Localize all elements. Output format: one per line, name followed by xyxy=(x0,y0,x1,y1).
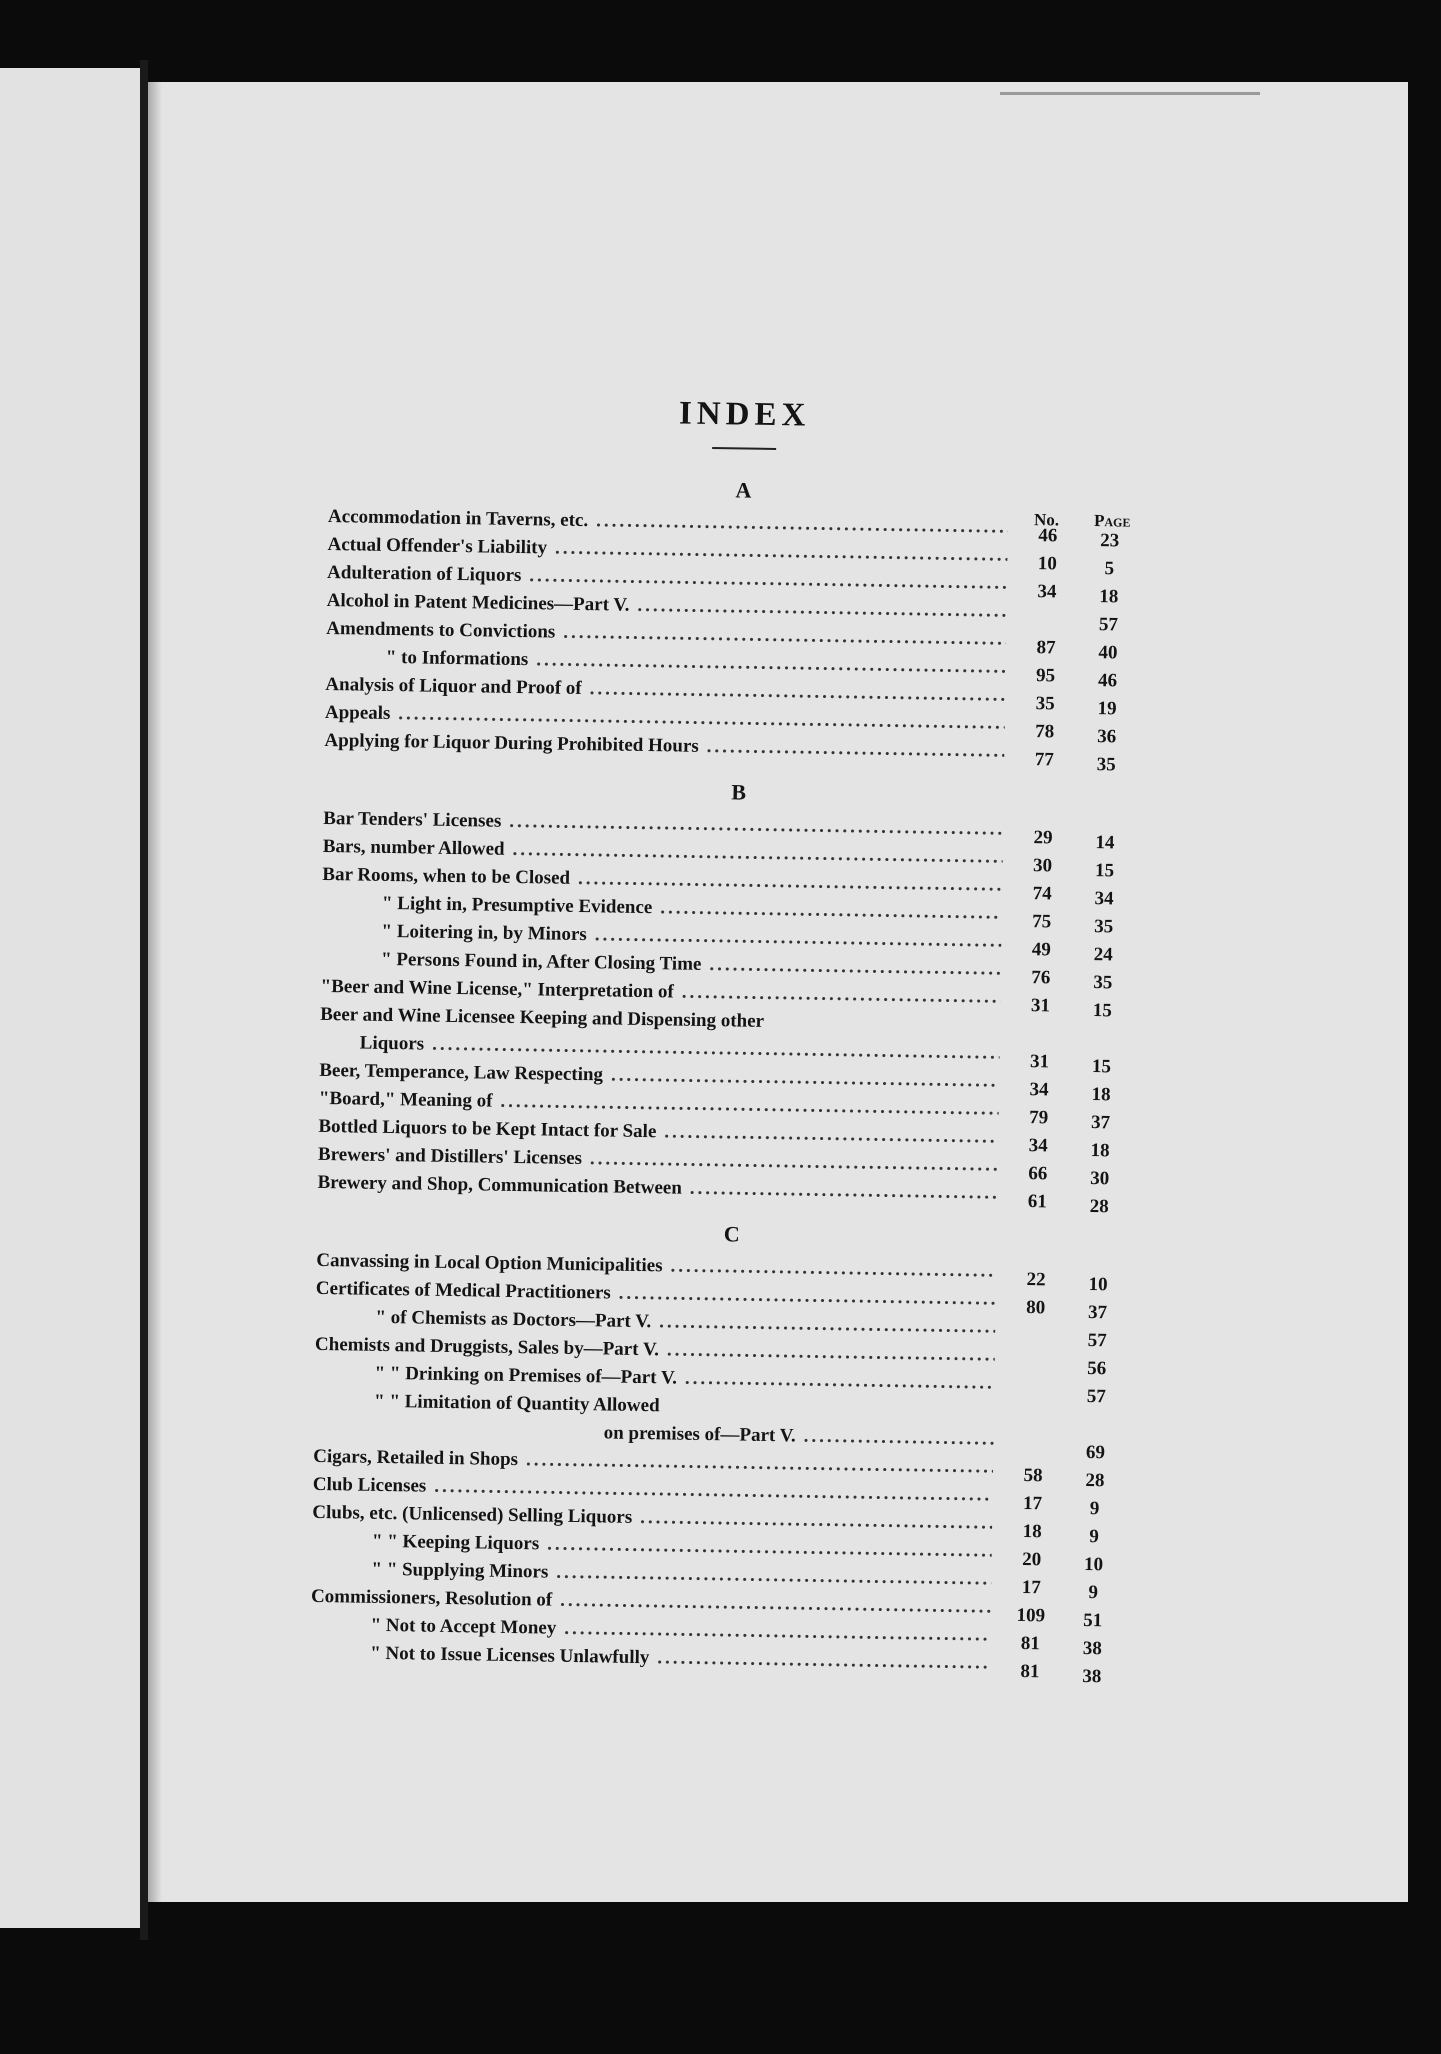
entry-number: 95 xyxy=(1035,665,1056,687)
entry-page: 46 xyxy=(1097,670,1118,692)
entry-number xyxy=(1015,1350,1055,1351)
index-entry-text: Certificates of Medical Practitioners xyxy=(315,1277,611,1304)
entry-number: 78 xyxy=(1035,721,1055,743)
column-header-no: No. xyxy=(1033,510,1060,530)
entry-number xyxy=(1014,1434,1054,1435)
title-divider xyxy=(712,447,776,450)
entry-page: 69 xyxy=(1085,1442,1106,1464)
entry-page: 5 xyxy=(1104,558,1115,580)
entry-number xyxy=(1020,1020,1060,1021)
entry-page: 57 xyxy=(1087,1330,1107,1352)
entry-number: 87 xyxy=(1036,637,1056,659)
entry-page: 18 xyxy=(1090,1140,1110,1162)
entry-page: 18 xyxy=(1091,1084,1111,1106)
page-top-edge xyxy=(1000,92,1260,95)
entry-number: 74 xyxy=(1032,883,1052,905)
index-entry-text: Bottled Liquors to be Kept Intact for Sale xyxy=(318,1115,657,1143)
index-entry-text: " " Keeping Liquors xyxy=(371,1530,540,1555)
entry-page: 28 xyxy=(1089,1196,1109,1218)
index-entry-text: " of Chemists as Doctors—Part V. xyxy=(375,1306,652,1333)
entry-number: 80 xyxy=(1026,1297,1046,1319)
entry-number: 34 xyxy=(1028,1135,1048,1157)
entry-number: 34 xyxy=(1029,1079,1049,1101)
entry-page: 14 xyxy=(1095,832,1115,854)
entry-page: 56 xyxy=(1087,1358,1107,1380)
index-entry-text: Cigars, Retailed in Shops xyxy=(313,1445,519,1471)
index-entry-text: Canvassing in Local Option Municipalities xyxy=(316,1249,663,1277)
column-header-page: Page xyxy=(1093,511,1131,531)
entry-page: 35 xyxy=(1096,754,1116,776)
dot-leader xyxy=(657,1644,990,1677)
index-entry-text: "Board," Meaning of xyxy=(318,1087,493,1112)
entry-number: 61 xyxy=(1027,1191,1048,1213)
entry-number: 31 xyxy=(1030,995,1051,1017)
section-letter-b: B xyxy=(731,779,747,805)
entry-page: 28 xyxy=(1085,1470,1105,1492)
entry-number xyxy=(1027,606,1067,607)
index-entry-text: Beer and Wine Licensee Keeping and Dispensing other xyxy=(320,1003,765,1032)
entry-number: 22 xyxy=(1026,1269,1046,1291)
section-letter-a: A xyxy=(735,477,752,503)
entry-page: 19 xyxy=(1097,698,1117,720)
index-entry-text: Brewers' and Distillers' Licenses xyxy=(317,1143,583,1170)
index-entry-text: Clubs, etc. (Unlicensed) Selling Liquors xyxy=(312,1501,633,1528)
index-entry-text: " Not to Accept Money xyxy=(370,1614,557,1639)
entry-number: 31 xyxy=(1029,1051,1050,1073)
entry-page: 51 xyxy=(1083,1609,1103,1632)
entry-page: 35 xyxy=(1093,972,1113,994)
entry-page: 9 xyxy=(1089,1526,1099,1548)
entry-number: 17 xyxy=(1022,1493,1043,1515)
index-content xyxy=(310,390,1160,1688)
index-entry-text: Bars, number Allowed xyxy=(322,835,505,860)
page-gutter xyxy=(140,60,148,1940)
entry-number: 46 xyxy=(1038,525,1058,547)
entry-page: 40 xyxy=(1098,642,1118,664)
index-entry-text: " Not to Issue Licenses Unlawfully xyxy=(369,1642,650,1669)
entry-page: 9 xyxy=(1089,1498,1100,1520)
entry-page: 15 xyxy=(1094,860,1115,882)
index-entry-text: Amendments to Convictions xyxy=(326,617,556,643)
page-title: INDEX xyxy=(678,395,811,434)
entry-number: 76 xyxy=(1031,967,1051,989)
facing-page xyxy=(0,68,140,1928)
entry-number: 77 xyxy=(1034,749,1054,771)
entry-page: 35 xyxy=(1094,916,1114,938)
index-entry-text: Actual Offender's Liability xyxy=(327,533,548,559)
entry-number: 30 xyxy=(1032,855,1053,877)
index-entry-text: Accommodation in Taverns, etc. xyxy=(327,505,589,532)
entry-number: 10 xyxy=(1037,553,1058,575)
section-b-entries xyxy=(317,805,1153,1218)
entry-page: 9 xyxy=(1088,1582,1099,1604)
index-entry-text: Bar Rooms, when to be Closed xyxy=(322,863,571,889)
index-entry-text: Applying for Liquor During Prohibited Hours xyxy=(324,729,699,757)
entry-page: 15 xyxy=(1092,1000,1113,1022)
entry-number xyxy=(1015,1378,1055,1379)
entry-number: 81 xyxy=(1020,1661,1040,1683)
entry-number: 29 xyxy=(1033,827,1053,849)
entry-page: 37 xyxy=(1087,1302,1108,1324)
entry-page xyxy=(1076,1411,1116,1412)
index-entry-text: Club Licenses xyxy=(312,1473,427,1497)
entry-page: 10 xyxy=(1088,1274,1108,1296)
index-entry-text: " " Limitation of Quantity Allowed xyxy=(373,1390,660,1417)
entry-page: 23 xyxy=(1100,530,1120,552)
entry-page xyxy=(1082,1025,1122,1026)
index-entry-text: " Loitering in, by Minors xyxy=(381,920,587,946)
index-entry-text: Analysis of Liquor and Proof of xyxy=(325,673,582,699)
entry-page: 38 xyxy=(1082,1637,1102,1660)
index-entry-text: Brewery and Shop, Communication Between xyxy=(317,1171,683,1199)
entry-number: 17 xyxy=(1021,1577,1041,1599)
entry-page: 57 xyxy=(1086,1386,1106,1408)
entry-number xyxy=(1015,1322,1055,1323)
index-entry-text: " " Supplying Minors xyxy=(371,1558,549,1583)
index-entry-text: on premises of—Part V. xyxy=(603,1422,796,1447)
entry-number: 34 xyxy=(1037,581,1057,603)
index-entry-text: Appeals xyxy=(324,701,391,724)
entry-number xyxy=(1014,1406,1054,1407)
index-entry-text: Beer, Temperance, Law Respecting xyxy=(319,1059,604,1086)
entry-number: 35 xyxy=(1035,693,1055,715)
entry-page: 38 xyxy=(1082,1665,1102,1688)
dot-leader xyxy=(804,1423,994,1454)
entry-number: 75 xyxy=(1032,911,1052,933)
index-entry-text: " " Drinking on Premises of—Part V. xyxy=(374,1362,678,1389)
entry-page: 37 xyxy=(1090,1112,1111,1134)
dot-leader xyxy=(690,1175,998,1208)
entry-number: 66 xyxy=(1028,1163,1048,1185)
entry-page: 18 xyxy=(1099,586,1119,608)
index-entry-text: Liquors xyxy=(359,1032,425,1055)
section-letter-c: C xyxy=(723,1221,740,1247)
entry-page: 10 xyxy=(1083,1553,1104,1576)
entry-number: 81 xyxy=(1020,1633,1041,1655)
entry-number: 79 xyxy=(1028,1107,1049,1129)
entry-page: 57 xyxy=(1098,614,1119,636)
section-c-entries xyxy=(310,1247,1146,1688)
index-entry-text: "Beer and Wine License," Interpretation of xyxy=(320,975,675,1003)
entry-page: 34 xyxy=(1094,888,1114,910)
entry-page: 36 xyxy=(1096,726,1117,748)
entry-number: 58 xyxy=(1023,1465,1043,1487)
index-entry-text: " Persons Found in, After Closing Time xyxy=(380,948,702,975)
index-entry-text: Chemists and Druggists, Sales by—Part V. xyxy=(314,1333,660,1361)
page-shadow xyxy=(148,82,162,1902)
entry-number: 49 xyxy=(1031,939,1051,961)
index-entry-text: Alcohol in Patent Medicines—Part V. xyxy=(326,589,630,616)
entry-number: 20 xyxy=(1022,1549,1042,1571)
index-entry-text: " to Informations xyxy=(385,646,529,671)
index-entry-text: Adulteration of Liquors xyxy=(326,561,522,587)
index-entry-text: Commissioners, Resolution of xyxy=(310,1585,553,1611)
dot-leader xyxy=(707,733,1005,766)
entry-page: 15 xyxy=(1091,1056,1112,1078)
index-entry-text: Bar Tenders' Licenses xyxy=(323,807,502,832)
entry-number: 18 xyxy=(1022,1521,1042,1543)
entry-page: 30 xyxy=(1090,1168,1110,1190)
entry-page: 24 xyxy=(1093,944,1113,966)
index-entry-text: " Light in, Presumptive Evidence xyxy=(381,892,653,919)
entry-number: 109 xyxy=(1016,1604,1046,1627)
section-a-entries xyxy=(324,503,1158,776)
